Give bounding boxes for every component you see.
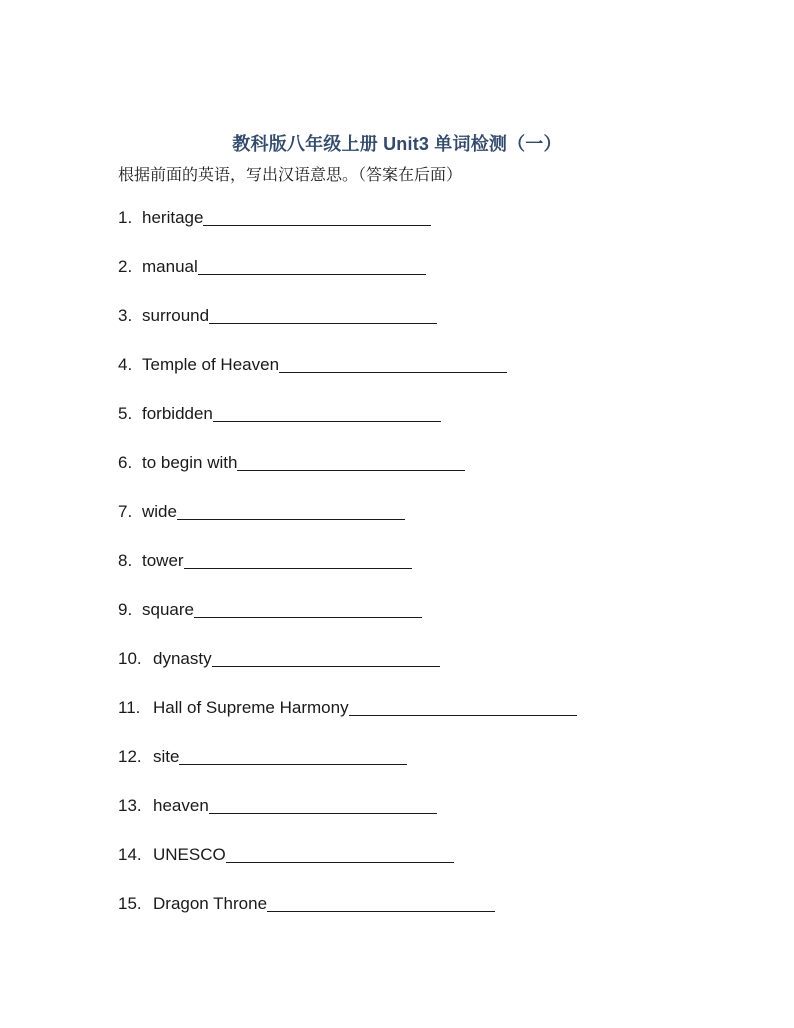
instruction-text: 根据前面的英语，写出汉语意思。（答案在后面）	[118, 167, 463, 184]
item-term: square	[142, 600, 194, 619]
answer-blank	[267, 894, 495, 912]
vocabulary-list	[118, 205, 758, 940]
item-number: 8.	[118, 551, 133, 570]
list-item	[118, 842, 758, 891]
list-item	[118, 646, 758, 695]
item-term: to begin with	[142, 453, 238, 472]
item-term: dynasty	[153, 649, 212, 668]
item-number: 10.	[118, 649, 142, 668]
answer-blank	[177, 502, 405, 520]
list-item	[118, 597, 758, 646]
item-number: 9.	[118, 600, 133, 619]
item-number: 15.	[118, 894, 142, 913]
list-item	[118, 254, 758, 303]
item-number: 6.	[118, 453, 133, 472]
item-number: 1.	[118, 208, 133, 227]
list-item	[118, 793, 758, 842]
item-number: 4.	[118, 355, 133, 374]
item-term: heaven	[153, 796, 209, 815]
answer-blank	[179, 747, 407, 765]
list-item	[118, 548, 758, 597]
answer-blank	[198, 257, 426, 275]
list-item	[118, 695, 758, 744]
item-number: 11.	[118, 698, 141, 717]
item-term: Hall of Supreme Harmony	[153, 698, 349, 717]
item-number: 7.	[118, 502, 133, 521]
item-term: wide	[142, 502, 177, 521]
item-term: surround	[142, 306, 210, 325]
item-term: Dragon Throne	[153, 894, 268, 913]
list-item	[118, 303, 758, 352]
item-term: Temple of Heaven	[142, 355, 280, 374]
page-title: 教科版八年级上册 Unit3 单词检测（一）	[232, 134, 562, 154]
item-term: tower	[142, 551, 184, 570]
list-item	[118, 401, 758, 450]
item-term: heritage	[142, 208, 204, 227]
answer-blank	[349, 698, 577, 716]
item-term: forbidden	[142, 404, 213, 423]
list-item	[118, 352, 758, 401]
item-number: 2.	[118, 257, 133, 276]
answer-blank	[237, 453, 465, 471]
list-item	[118, 744, 758, 793]
item-term: UNESCO	[153, 845, 226, 864]
item-number: 5.	[118, 404, 133, 423]
list-item	[118, 450, 758, 499]
answer-blank	[203, 208, 431, 226]
item-term: site	[153, 747, 180, 766]
answer-blank	[184, 551, 412, 569]
item-number: 14.	[118, 845, 142, 864]
list-item	[118, 499, 758, 548]
item-term: manual	[142, 257, 198, 276]
answer-blank	[194, 600, 422, 618]
answer-blank	[226, 845, 454, 863]
answer-blank	[209, 306, 437, 324]
answer-blank	[209, 796, 437, 814]
answer-blank	[279, 355, 507, 373]
item-number: 3.	[118, 306, 133, 325]
answer-blank	[212, 649, 440, 667]
item-number: 13.	[118, 796, 142, 815]
list-item	[118, 891, 758, 940]
item-number: 12.	[118, 747, 142, 766]
list-item	[118, 205, 758, 254]
answer-blank	[213, 404, 441, 422]
